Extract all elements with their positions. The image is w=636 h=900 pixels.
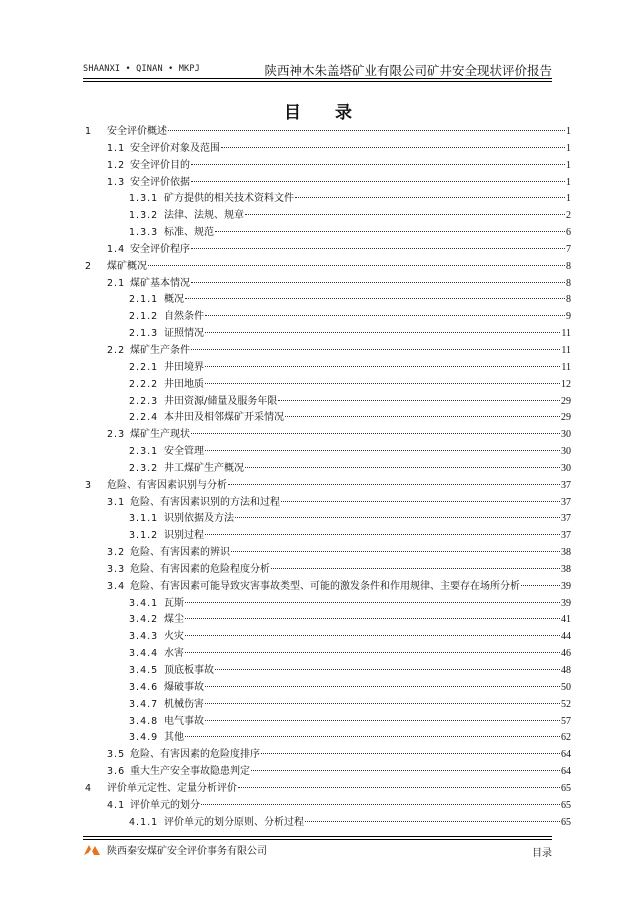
footer-company: 陕西秦安煤矿安全评价事务有限公司 xyxy=(107,846,267,857)
toc-entry-page: 8 xyxy=(566,277,571,289)
toc-dot-leader xyxy=(221,146,565,148)
toc-entry[interactable] xyxy=(85,158,571,175)
toc-entry-page: 37 xyxy=(561,496,571,508)
toc-title: 目 录 xyxy=(284,103,366,123)
toc-dot-leader xyxy=(191,163,565,165)
toc-dot-leader xyxy=(168,129,565,131)
toc-entry-page: 30 xyxy=(561,429,571,441)
toc-dot-leader xyxy=(295,196,565,198)
toc-entry-title: 井田资源/储量及服务年限 xyxy=(164,395,278,407)
toc-entry[interactable] xyxy=(85,191,571,208)
toc-entry-page: 29 xyxy=(561,412,571,424)
toc-entry-number: 3.4.3 xyxy=(129,631,159,643)
toc-dot-leader xyxy=(228,483,560,485)
toc-dot-leader xyxy=(185,617,560,619)
toc-entry-number: 3.4.5 xyxy=(129,665,159,676)
toc-entry-page: 2 xyxy=(566,210,571,222)
footer-rule-thin xyxy=(83,836,552,837)
toc-entry-number: 4 xyxy=(85,782,93,794)
toc-entry-page: 1 xyxy=(566,176,571,188)
toc-entry-number: 3.5 xyxy=(107,749,126,761)
toc-entry-number: 3.4 xyxy=(107,580,126,592)
toc-entry-title: 危险、有害因素的危险程度分析 xyxy=(130,563,270,575)
header-report-title: 陕西神木朱盖塔矿业有限公司矿井安全现状评价报告 xyxy=(264,63,552,78)
toc-entry-page: 50 xyxy=(561,681,571,693)
toc-entry[interactable] xyxy=(85,730,571,747)
toc-entry[interactable] xyxy=(85,175,571,192)
toc-entry[interactable] xyxy=(85,798,571,815)
toc-entry-page: 6 xyxy=(566,227,571,239)
toc-entry-title: 识别过程 xyxy=(164,530,204,542)
toc-entry[interactable] xyxy=(85,343,571,360)
toc-entry-title: 标准、规范 xyxy=(164,227,214,239)
toc-entry-page: 46 xyxy=(561,648,571,660)
toc-dot-leader xyxy=(185,735,560,737)
toc-entry-title: 机械伤害 xyxy=(164,698,204,710)
toc-entry-title: 矿方提供的相关技术资料文件 xyxy=(164,193,294,205)
toc-entry-title: 其他 xyxy=(164,732,184,744)
toc-dot-leader xyxy=(521,584,560,586)
toc-entry-title: 本井田及相邻煤矿开采情况 xyxy=(164,412,284,424)
toc-entry[interactable] xyxy=(85,663,571,680)
toc-entry-page: 38 xyxy=(561,547,571,559)
toc-dot-leader xyxy=(215,668,560,670)
toc-entry-title: 煤矿生产现状 xyxy=(130,429,190,441)
toc-entry-number: 3.6 xyxy=(107,766,126,778)
toc-entry[interactable] xyxy=(85,444,571,461)
toc-entry[interactable] xyxy=(85,612,571,629)
toc-entry-page: 30 xyxy=(561,462,571,474)
toc-entry-title: 井田地质 xyxy=(164,378,204,390)
toc-dot-leader xyxy=(185,651,560,653)
toc-entry-page: 1 xyxy=(566,193,571,205)
toc-entry-title: 井田境界 xyxy=(164,361,204,373)
toc-entry-title: 煤尘 xyxy=(164,614,184,626)
toc-entry-number: 3 xyxy=(85,479,93,491)
toc-entry-page: 38 xyxy=(561,563,571,575)
header-rule xyxy=(83,78,552,79)
toc-entry[interactable] xyxy=(85,764,571,781)
toc-entry-number: 3.1.2 xyxy=(129,530,159,542)
toc-entry[interactable] xyxy=(85,309,571,326)
toc-dot-leader xyxy=(235,516,560,518)
toc-entry-number: 2.1 xyxy=(107,277,126,289)
toc-entry-title: 危险、有害因素可能导致灾害事故类型、可能的激发条件和作用规律、主要存在场所分析 xyxy=(130,580,520,592)
toc-dot-leader xyxy=(191,432,560,434)
toc-dot-leader xyxy=(205,702,560,704)
toc-entry-title: 安全评价概述 xyxy=(107,126,167,137)
toc-dot-leader xyxy=(245,466,560,468)
toc-dot-leader xyxy=(305,820,560,822)
toc-entry-number: 1.3 xyxy=(107,176,126,188)
toc-entry-page: 65 xyxy=(561,816,571,828)
toc-entry-page: 11 xyxy=(561,328,571,340)
toc-entry[interactable] xyxy=(85,276,571,293)
footer-rule xyxy=(83,839,552,840)
toc-entry-page: 7 xyxy=(566,243,571,255)
toc-entry[interactable] xyxy=(85,208,571,225)
toc-entry-number: 4.1.1 xyxy=(129,816,159,828)
toc-entry-page: 64 xyxy=(561,766,571,778)
toc-entry-page: 8 xyxy=(566,260,571,272)
toc-entry-page: 29 xyxy=(561,395,571,407)
toc-entry-title: 评价单元的划分原则、分析过程 xyxy=(164,816,304,828)
toc-entry[interactable] xyxy=(85,124,571,141)
toc-entry-page: 11 xyxy=(561,344,571,356)
toc-entry-page: 44 xyxy=(561,631,571,643)
toc-entry[interactable] xyxy=(85,326,571,343)
footer-section: 目录 xyxy=(532,848,552,859)
toc-entry-number: 2.2.3 xyxy=(129,395,159,407)
toc-entry-title: 顶底板事故 xyxy=(164,665,214,676)
toc-entry-number: 1.2 xyxy=(107,159,126,171)
toc-entry-title: 危险、有害因素的危险度排序 xyxy=(130,749,260,761)
toc-entry-title: 水害 xyxy=(164,648,184,660)
toc-dot-leader xyxy=(185,634,560,636)
toc-entry[interactable] xyxy=(85,410,571,427)
table-of-contents xyxy=(85,124,571,831)
toc-dot-leader xyxy=(191,247,565,249)
toc-entry-number: 2.3.1 xyxy=(129,446,159,458)
toc-entry[interactable] xyxy=(85,680,571,697)
toc-entry-page: 8 xyxy=(566,294,571,306)
toc-entry-page: 1 xyxy=(566,142,571,154)
toc-entry-title: 危险、有害因素识别与分析 xyxy=(107,479,227,491)
toc-dot-leader xyxy=(185,297,565,299)
toc-dot-leader xyxy=(285,415,560,417)
toc-entry-number: 2.1.1 xyxy=(129,294,159,306)
toc-entry-page: 65 xyxy=(561,799,571,811)
toc-entry[interactable] xyxy=(85,629,571,646)
toc-dot-leader xyxy=(205,382,560,384)
toc-entry-title: 危险、有害因素识别的方法和过程 xyxy=(130,496,280,508)
toc-entry-number: 3.4.4 xyxy=(129,648,159,660)
toc-dot-leader xyxy=(251,769,560,771)
toc-dot-leader xyxy=(191,180,565,182)
toc-entry-title: 煤矿基本情况 xyxy=(130,277,190,289)
toc-entry-number: 2.2.4 xyxy=(129,412,159,424)
toc-entry-number: 1.3.3 xyxy=(129,227,159,239)
toc-entry-number: 1.4 xyxy=(107,243,126,255)
toc-entry-number: 1.3.2 xyxy=(129,210,159,222)
toc-dot-leader xyxy=(231,550,560,552)
toc-entry-number: 3.4.9 xyxy=(129,732,159,744)
toc-entry-number: 3.1 xyxy=(107,496,126,508)
toc-entry-page: 1 xyxy=(566,126,571,137)
toc-entry-page: 62 xyxy=(561,732,571,744)
toc-dot-leader xyxy=(261,752,560,754)
toc-entry[interactable] xyxy=(85,562,571,579)
toc-entry[interactable] xyxy=(85,511,571,528)
toc-entry-page: 48 xyxy=(561,665,571,676)
toc-entry-number: 2.1.3 xyxy=(129,328,159,340)
toc-entry-title: 安全评价依据 xyxy=(130,176,190,188)
toc-entry-title: 煤矿概况 xyxy=(107,260,147,272)
toc-entry-page: 57 xyxy=(561,715,571,727)
toc-entry-number: 3.4.1 xyxy=(129,597,159,609)
toc-entry[interactable] xyxy=(85,242,571,259)
toc-dot-leader xyxy=(205,685,560,687)
toc-entry-number: 1 xyxy=(85,126,93,137)
toc-entry-number: 3.1.1 xyxy=(129,513,159,525)
toc-entry[interactable] xyxy=(85,394,571,411)
toc-entry-number: 2.2 xyxy=(107,344,126,356)
toc-entry-number: 2 xyxy=(85,260,93,272)
toc-dot-leader xyxy=(191,348,560,350)
toc-entry-page: 11 xyxy=(561,361,571,373)
toc-entry[interactable] xyxy=(85,528,571,545)
toc-entry-page: 65 xyxy=(561,782,571,794)
toc-dot-leader xyxy=(205,533,560,535)
toc-entry-number: 2.3.2 xyxy=(129,462,159,474)
toc-dot-leader xyxy=(271,567,560,569)
toc-entry-title: 评价单元的划分 xyxy=(130,799,200,811)
toc-entry-number: 3.4.8 xyxy=(129,715,159,727)
toc-entry[interactable] xyxy=(85,461,571,478)
company-logo-icon xyxy=(83,842,101,856)
toc-dot-leader xyxy=(205,314,565,316)
toc-entry-title: 安全评价目的 xyxy=(130,159,190,171)
toc-entry[interactable] xyxy=(85,815,571,832)
toc-entry[interactable] xyxy=(85,377,571,394)
toc-entry-title: 重大生产安全事故隐患判定 xyxy=(130,766,250,778)
toc-dot-leader xyxy=(205,331,560,333)
toc-entry-title: 煤矿生产条件 xyxy=(130,344,190,356)
toc-entry-page: 9 xyxy=(566,311,571,323)
toc-entry[interactable] xyxy=(85,747,571,764)
toc-entry-number: 2.2.1 xyxy=(129,361,159,373)
toc-entry[interactable] xyxy=(85,225,571,242)
toc-entry[interactable] xyxy=(85,714,571,731)
toc-entry-number: 3.3 xyxy=(107,563,126,575)
toc-dot-leader xyxy=(245,213,565,215)
toc-entry-title: 危险、有害因素的辨识 xyxy=(130,547,230,559)
page-header xyxy=(83,60,552,78)
toc-entry-number: 1.1 xyxy=(107,142,126,154)
header-code: SHAANXI • QINAN • MKPJ xyxy=(83,64,200,74)
toc-entry[interactable] xyxy=(85,292,571,309)
toc-entry-title: 概况 xyxy=(164,294,184,306)
toc-dot-leader xyxy=(281,500,560,502)
toc-entry-page: 39 xyxy=(561,597,571,609)
toc-entry[interactable] xyxy=(85,545,571,562)
toc-entry-page: 1 xyxy=(566,159,571,171)
toc-entry-page: 12 xyxy=(561,378,571,390)
toc-entry-title: 瓦斯 xyxy=(164,597,184,609)
page-footer xyxy=(83,842,552,860)
header-rule-thin xyxy=(83,81,552,82)
toc-entry[interactable] xyxy=(85,579,571,596)
toc-dot-leader xyxy=(191,281,565,283)
toc-entry[interactable] xyxy=(85,495,571,512)
toc-entry-page: 37 xyxy=(561,513,571,525)
toc-entry-title: 井工煤矿生产概况 xyxy=(164,462,244,474)
toc-entry-number: 2.1.2 xyxy=(129,311,159,323)
toc-entry[interactable] xyxy=(85,596,571,613)
toc-entry[interactable] xyxy=(85,697,571,714)
toc-entry[interactable] xyxy=(85,427,571,444)
toc-dot-leader xyxy=(205,365,560,367)
toc-entry[interactable] xyxy=(85,478,571,495)
toc-entry-title: 安全评价程序 xyxy=(130,243,190,255)
toc-entry-page: 37 xyxy=(561,530,571,542)
toc-entry-number: 1.3.1 xyxy=(129,193,159,205)
toc-entry-page: 64 xyxy=(561,749,571,761)
toc-entry-number: 2.2.2 xyxy=(129,378,159,390)
toc-entry-title: 火灾 xyxy=(164,631,184,643)
toc-entry-title: 评价单元定性、定量分析评价 xyxy=(107,782,237,794)
toc-entry-number: 3.4.2 xyxy=(129,614,159,626)
toc-entry-number: 3.4.6 xyxy=(129,681,159,693)
toc-entry-page: 41 xyxy=(561,614,571,626)
toc-entry[interactable] xyxy=(85,360,571,377)
toc-entry-title: 自然条件 xyxy=(164,311,204,323)
toc-entry-number: 2.3 xyxy=(107,429,126,441)
toc-entry-title: 爆破事故 xyxy=(164,681,204,693)
toc-dot-leader xyxy=(278,399,560,401)
toc-entry-title: 安全管理 xyxy=(164,446,204,458)
toc-entry[interactable] xyxy=(85,646,571,663)
toc-entry-title: 法律、法规、规章 xyxy=(164,210,244,222)
toc-dot-leader xyxy=(205,449,560,451)
toc-entry[interactable] xyxy=(85,141,571,158)
toc-entry-title: 电气事故 xyxy=(164,715,204,727)
toc-entry[interactable] xyxy=(85,781,571,798)
toc-dot-leader xyxy=(205,719,560,721)
toc-entry-page: 37 xyxy=(561,479,571,491)
toc-entry-page: 30 xyxy=(561,446,571,458)
toc-entry-title: 识别依据及方法 xyxy=(164,513,234,525)
toc-entry-number: 3.4.7 xyxy=(129,698,159,710)
toc-entry-page: 39 xyxy=(561,580,571,592)
toc-entry-title: 安全评价对象及范围 xyxy=(130,142,220,154)
toc-dot-leader xyxy=(148,264,565,266)
toc-entry-title: 证照情况 xyxy=(164,328,204,340)
toc-dot-leader xyxy=(238,786,560,788)
toc-entry-number: 3.2 xyxy=(107,547,126,559)
toc-dot-leader xyxy=(201,803,560,805)
toc-entry[interactable] xyxy=(85,259,571,276)
toc-entry-page: 52 xyxy=(561,698,571,710)
toc-entry-number: 4.1 xyxy=(107,799,126,811)
toc-dot-leader xyxy=(215,230,565,232)
toc-dot-leader xyxy=(185,601,560,603)
